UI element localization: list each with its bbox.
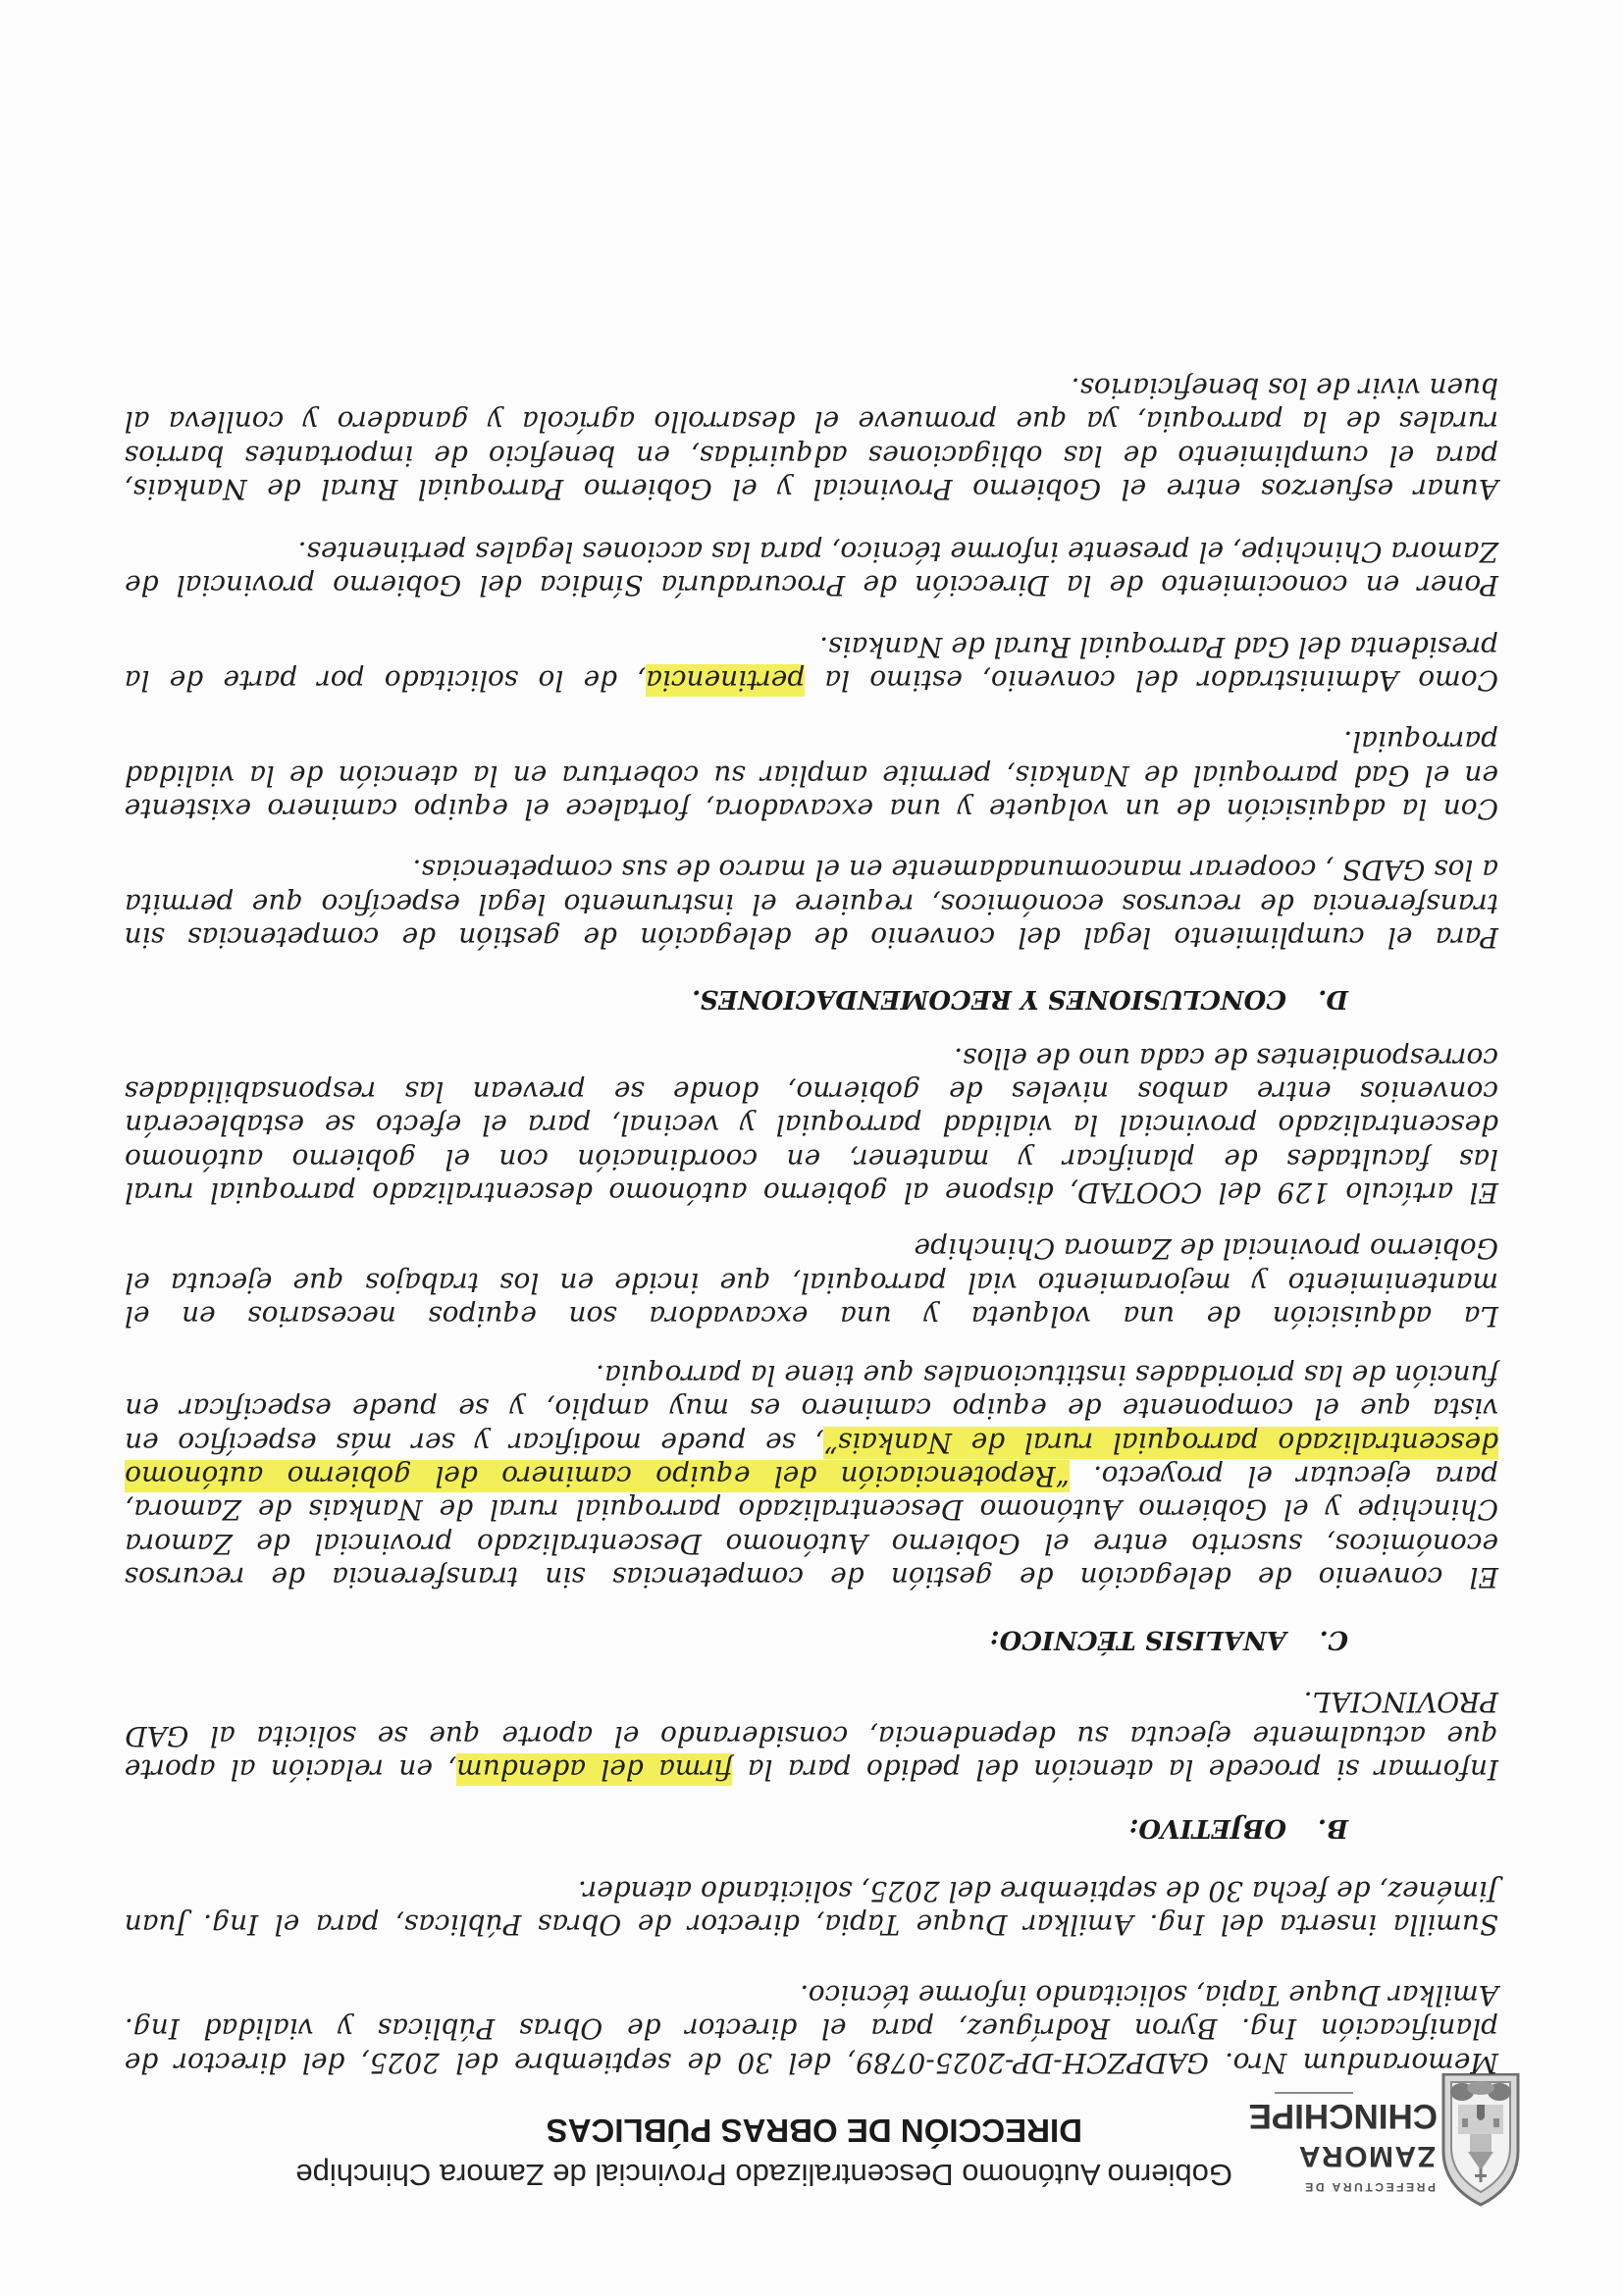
text-line [125,1357,1498,1390]
text-segment: que actualmente ejecuta su dependencia, considerando el aporte que se solicita al GAD [125,1719,1498,1752]
text-segment: El convenio de delegación de gestión de competencias sin transferencia de recursos [124,1561,1498,1594]
text-line-content [1343,724,1498,757]
text-segment: Con la adquisición de un volquete y una excavadora, fortalece el equipo caminero existente [124,793,1498,826]
text-segment: , de lo solicitado por parte de la [124,664,647,698]
text-segment: correspondientes de cada uno de ellos. [954,1041,1498,1074]
text-line [125,629,1498,662]
text-segment: descentralizado provincial la vialidad parroquial y vecinal, para el efecto se establecerán [125,1109,1498,1142]
section-title: CONCLUSIONES Y RECOMENDACIONES. [692,984,1286,1015]
text-line-content [1072,371,1498,404]
text-line [125,1718,1498,1751]
highlighted-text: pertinencia [646,664,806,698]
text-line [125,404,1498,438]
text-line [125,792,1498,825]
section-letter: B. [1317,1813,1348,1844]
text-segment: transferencia de recursos económicos, requiere el instrumento legal específico que permita [125,887,1498,920]
text-line-content [298,534,1498,567]
text-line-content [125,757,1498,791]
text-line-content [578,1873,1498,1906]
text-segment: económicos, suscrito entre el Gobierno Autónomo Descentralizado provincial de Zamora [125,1527,1498,1560]
text-line [125,1040,1498,1073]
section-heading-analisis [0,1623,1623,1656]
text-line-content [125,568,1498,601]
text-line-content [800,1978,1498,2011]
paragraph-aunar-esfuerzos [125,371,1498,506]
text-line [125,1265,1498,1298]
text-segment: convenios entre ambos niveles de gobierno, donde se prevean las responsabilidades [124,1075,1498,1109]
paragraph-convenio [125,1357,1498,1593]
text-segment: a los GADS , cooperar mancomunadamente en el marco de sus competencias. [412,854,1498,887]
text-segment: La adquisición de una volqueta y una excavadora son equipos necesarios en el [124,1300,1498,1333]
text-line [125,886,1498,919]
text-segment: rurales de la parroquia, ya que promueve el desarrollo agrícola y ganadero y conlleva al [124,405,1498,439]
text-line-content [125,792,1498,825]
text-segment: Para el cumplimiento legal del convenio de delegación de gestión de competencias sin [124,921,1498,955]
department-title: DIRECCIÓN DE OBRAS PÚBLICAS [546,2113,1082,2149]
text-line [125,371,1498,404]
text-line-content [125,1560,1498,1593]
paragraph-adquisicion [125,1231,1498,1332]
paragraph-cumplimiento [125,853,1498,954]
text-line-content [125,1391,1498,1425]
text-line [125,1560,1498,1593]
paragraph-procuraduria [125,534,1498,601]
highlighted-text: firma del adendum [456,1753,733,1787]
section-heading-objetivo [0,1811,1623,1845]
text-line [125,1526,1498,1559]
logo-divider [1275,2092,1353,2094]
paragraph-memorandum [125,1978,1498,2079]
text-line-content [125,1108,1498,1141]
text-line-content [125,1526,1498,1559]
text-line-content [819,629,1498,662]
text-segment: PROVINCIAL. [1303,1686,1498,1719]
text-segment: función de las prioridades institucionales que tiene la parroquia. [596,1358,1498,1391]
text-segment: vista que el componente de equipo caminero es muy amplio, y se puede especificar en [125,1392,1498,1426]
text-line [125,534,1498,567]
text-line [125,853,1498,886]
text-segment: parroquial. [1343,725,1498,758]
text-segment: en el Gad parroquial de Nankais, permite ampliar su cobertura en la atención de la vialidad [125,758,1498,792]
text-segment: , en relación al aporte [124,1753,457,1787]
text-line-content [412,853,1498,886]
text-line-content [914,1231,1498,1265]
text-line-content [125,472,1498,505]
text-segment: para ejecutar el proyecto. [1069,1460,1498,1493]
paragraph-objetivo [125,1685,1498,1786]
text-segment: , se puede modificar y ser más específico en [125,1426,824,1459]
text-line-content [125,1175,1498,1209]
text-line-content [125,920,1498,954]
text-line [125,472,1498,505]
text-segment: El artículo 129 del COOTAD, dispone al gobierno autónomo descentralizado parroquial rural [125,1176,1498,1210]
paragraph-fortalece [125,724,1498,825]
text-segment: Zamora Chinchipe, el presente informe técnico, para las acciones legales pertinentes. [297,535,1498,568]
text-line-content [125,1265,1498,1298]
text-line-content [954,1040,1498,1073]
text-segment: Aunar esfuerzos entre el Gobierno Provincial y el Gobierno Parroquial Rural de Nankais, [124,473,1498,506]
text-line-content [125,438,1498,471]
text-line [125,663,1498,697]
text-segment: Como Administrador del convenio, estimo la [805,664,1498,698]
text-line-content [125,663,1498,697]
text-segment: para el cumplimiento de las obligaciones adquiridas, en beneficio de importantes barrios [124,439,1498,472]
text-line-content [125,2011,1498,2045]
text-line [125,1175,1498,1209]
text-line-content [125,1141,1498,1174]
text-line [125,1141,1498,1174]
text-line [125,724,1498,757]
text-segment: presidenta del Gad Parroquial Rural de Nankais. [819,630,1498,663]
text-segment: Sumilla inserta del Ing. Amilkar Duque Tapia, director de Obras Públicas, para el Ing. Juan [124,1908,1498,1942]
logo-line-chinchipe: CHINCHIPE [1248,2097,1438,2135]
text-line [125,1978,1498,2011]
text-line [125,1299,1498,1332]
text-line [125,1492,1498,1526]
text-line [125,438,1498,471]
text-line [125,1907,1498,1941]
text-segment: planificación Ing. Byron Rodríguez, para el director de Obras Públicas y vialidad Ing. [124,2012,1498,2046]
text-line [125,2011,1498,2045]
text-line-content [125,1299,1498,1332]
logo-prefix: PREFECTURA DE [1302,2180,1436,2194]
text-line [125,2045,1498,2078]
logo-line-zamora: ZAMORA [1297,2140,1436,2172]
text-line-content [125,886,1498,919]
text-line [125,1391,1498,1425]
text-line-content [125,1718,1498,1751]
section-letter: C. [1319,1625,1348,1655]
text-segment: Informar si procede la atención del pedido para la [732,1753,1498,1787]
text-line-content [596,1357,1498,1390]
text-line [125,1685,1498,1718]
highlighted-text: descentralizado parroquial rural de Nankais” [823,1426,1498,1459]
text-segment: Gobierno provincial de Zamora Chinchipe [914,1232,1498,1266]
text-line-content [125,1752,1498,1786]
paragraph-sumilla [125,1873,1498,1941]
section-heading-conclusiones [0,982,1623,1016]
text-line [125,1459,1498,1492]
text-line [125,1108,1498,1141]
text-segment: Poner en conocimiento de la Dirección de Procuraduría Síndica del Gobierno provincial de [125,569,1498,602]
text-line-content [125,1459,1498,1492]
text-segment: buen vivir de los beneficiarios. [1071,372,1498,405]
paragraph-articulo-129 [125,1040,1498,1209]
text-line-content [125,1074,1498,1108]
text-segment: Amilkar Duque Tapia, solicitando informe técnico. [800,1978,1498,2011]
text-line-content [1304,1685,1498,1718]
text-segment: Memorandum Nro. GADPZCH-DP-2025-0789, del 30 de septiembre del 2025, del director de [124,2046,1498,2079]
paragraph-pertinencia [125,629,1498,697]
text-line-content [125,1425,1498,1458]
section-title: ANALISIS TÉCNICO: [989,1625,1286,1655]
text-line-content [125,2045,1498,2078]
church-arch-emblem-icon [1440,2073,1521,2208]
text-line-content [125,1492,1498,1526]
text-line [125,1074,1498,1108]
text-segment: mantenimiento y mejoramiento vial parroquial, que incide en los trabajos que ejecuta el [125,1266,1498,1299]
text-line [125,757,1498,791]
section-letter: D. [1318,984,1348,1015]
text-line [125,1873,1498,1906]
text-line-content [125,404,1498,438]
text-line [125,568,1498,601]
highlighted-text: “Repotenciación del equipo caminero del gobierno autónomo [125,1460,1070,1493]
text-segment: Chinchipe y el Gobierno Autónomo Descentralizado parroquial rural de Nankais de Zamora, [125,1493,1498,1527]
section-title: OBJETIVO: [1128,1813,1286,1844]
text-segment: Jiménez, de fecha 30 de septiembre del 2025, solicitando atender. [577,1874,1498,1907]
institution-title: Gobierno Autónomo Descentralizado Provincial de Zamora Chinchipe [295,2158,1232,2192]
text-segment: las facultades de planificar y mantener, en coordinación con el gobierno autónomo [125,1142,1498,1175]
text-line [125,1752,1498,1786]
text-line [125,1425,1498,1458]
text-line [125,1231,1498,1265]
text-line-content [125,1907,1498,1941]
text-line [125,920,1498,954]
